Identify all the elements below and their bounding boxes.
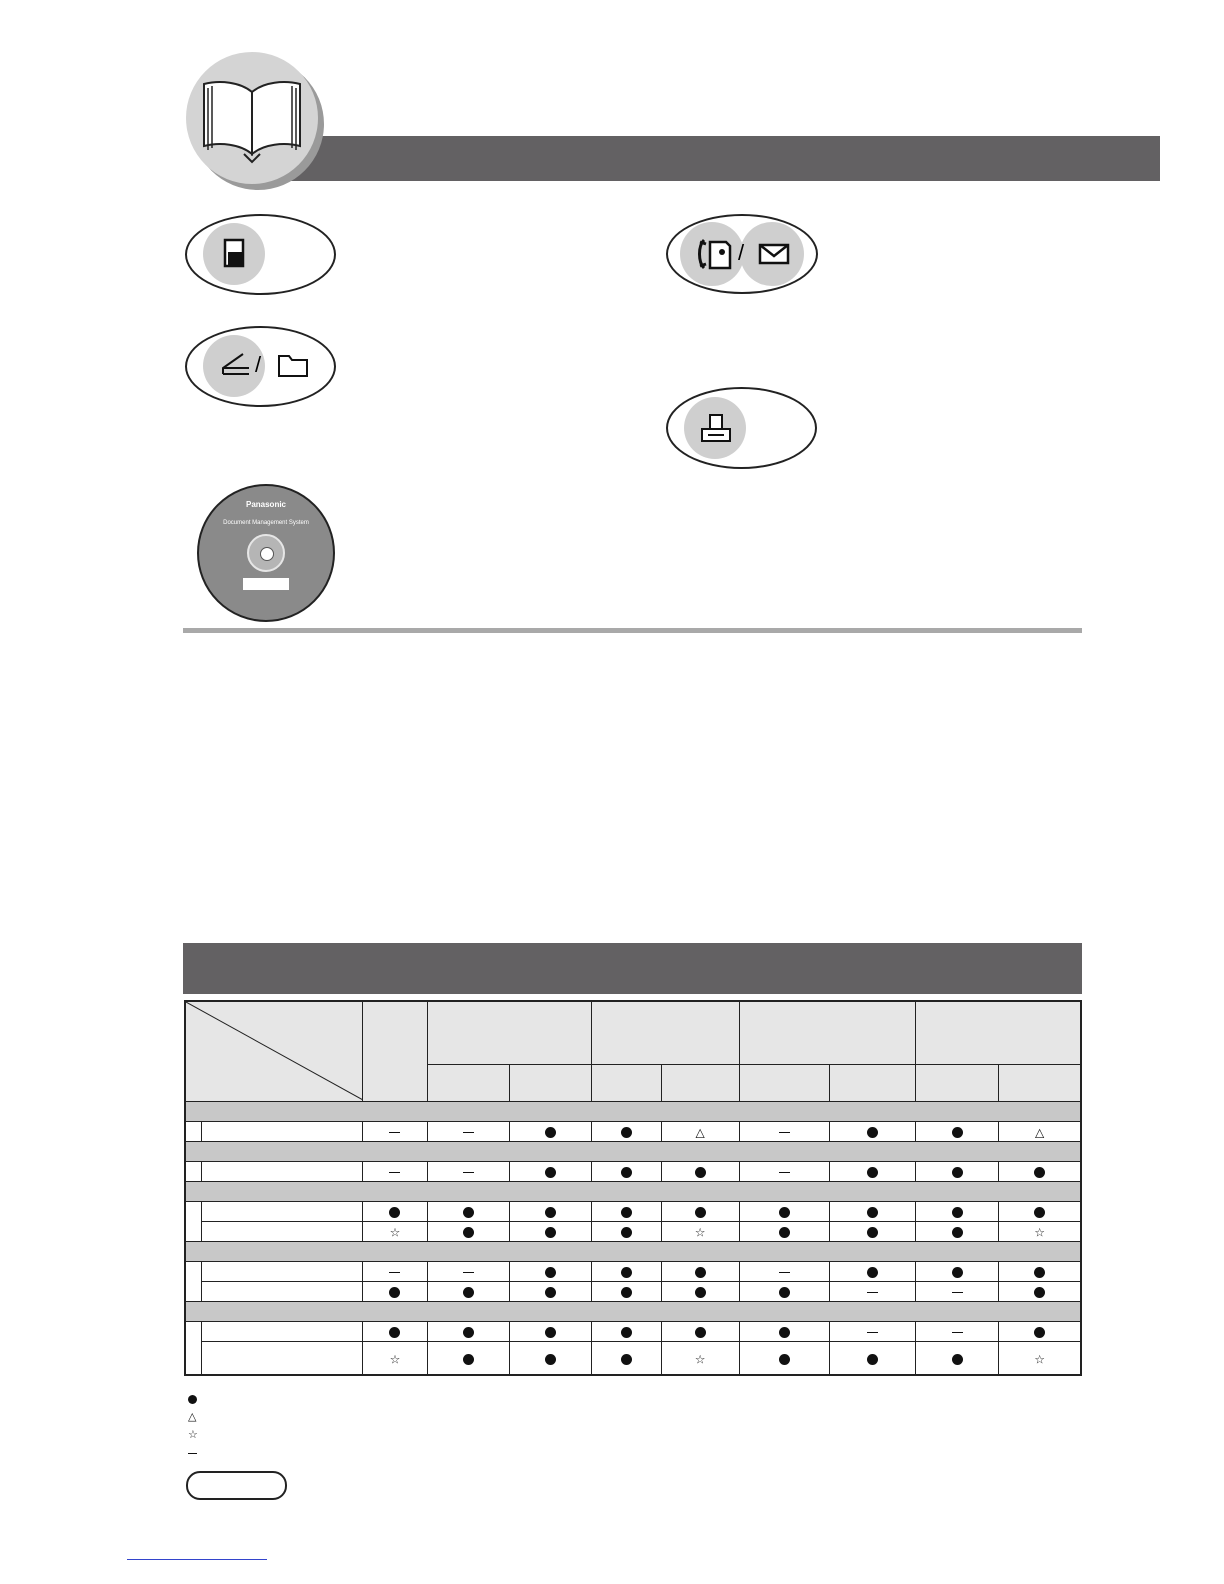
- not-available-dash-icon: [389, 1132, 400, 1133]
- available-dot-icon: [621, 1127, 632, 1138]
- legend-item: [188, 1409, 196, 1425]
- not-available-dash-icon: [779, 1272, 790, 1273]
- table-cell: [428, 1282, 510, 1302]
- table-row-label: [201, 1222, 362, 1242]
- legend-item: [188, 1427, 198, 1443]
- table-cell: [916, 1262, 999, 1282]
- copy-document-icon: [223, 238, 247, 270]
- table-row-indent: [185, 1322, 201, 1376]
- fax-email-separator: /: [738, 240, 745, 265]
- feature-availability-table: [184, 1000, 1082, 1376]
- table-cell: [739, 1202, 829, 1222]
- table-cell: [592, 1342, 661, 1376]
- table-section-row: [185, 1102, 1081, 1122]
- available-dot-icon: [621, 1287, 632, 1298]
- cd-label-box: [243, 578, 289, 590]
- table-row: [185, 1222, 1081, 1242]
- table-cell: [428, 1202, 510, 1222]
- table-cell: [999, 1202, 1081, 1222]
- not-available-dash-icon: [779, 1172, 790, 1173]
- table-cell: [829, 1162, 915, 1182]
- partial-triangle-icon: △: [1035, 1125, 1045, 1140]
- table-section-row: [185, 1302, 1081, 1322]
- fax-icon: [696, 238, 732, 270]
- table-cell: [829, 1322, 915, 1342]
- table-row-label: [201, 1342, 362, 1376]
- table-cell: [829, 1282, 915, 1302]
- table-section-row: [185, 1142, 1081, 1162]
- header-col-group-5: [916, 1001, 1081, 1065]
- table-cell: [510, 1162, 592, 1182]
- available-dot-icon: [952, 1267, 963, 1278]
- table-row: [185, 1202, 1081, 1222]
- available-dot-icon: [545, 1167, 556, 1178]
- optional-star-icon: ☆: [188, 1428, 198, 1441]
- available-dot-icon: [867, 1227, 878, 1238]
- table-cell: [739, 1222, 829, 1242]
- table-row-label: [201, 1122, 362, 1142]
- available-dot-icon: [695, 1287, 706, 1298]
- available-dot-icon: [779, 1287, 790, 1298]
- table-row-label: [201, 1162, 362, 1182]
- table-cell: [739, 1322, 829, 1342]
- available-dot-icon: [952, 1227, 963, 1238]
- table-cell: [999, 1282, 1081, 1302]
- available-dot-icon: [621, 1167, 632, 1178]
- available-dot-icon: [545, 1354, 556, 1365]
- available-dot-icon: [867, 1267, 878, 1278]
- header-col-group-2: [428, 1001, 592, 1065]
- table-cell: [362, 1122, 427, 1142]
- table-cell: [362, 1322, 427, 1342]
- table-cell: [829, 1342, 915, 1376]
- cd-brand: Panasonic: [245, 500, 286, 509]
- table-row-indent: [185, 1162, 201, 1182]
- table-cell: [661, 1122, 739, 1142]
- available-dot-icon: [779, 1354, 790, 1365]
- optional-star-icon: ☆: [389, 1225, 401, 1240]
- table-cell: [916, 1282, 999, 1302]
- table-cell: [592, 1162, 661, 1182]
- table-title-bar: [183, 943, 1082, 994]
- table-row-indent: [185, 1262, 201, 1302]
- available-dot-icon: [779, 1227, 790, 1238]
- not-available-dash-icon: [867, 1292, 878, 1293]
- fax-email-function-badge: [666, 214, 818, 294]
- table-row: [185, 1342, 1081, 1376]
- table-cell: [999, 1322, 1081, 1342]
- table-cell: [592, 1282, 661, 1302]
- available-dot-icon: [695, 1267, 706, 1278]
- not-available-dash-icon: [779, 1132, 790, 1133]
- table-row: [185, 1322, 1081, 1342]
- table-section-row: [185, 1242, 1081, 1262]
- table-section-header: [185, 1142, 1081, 1162]
- available-dot-icon: [545, 1327, 556, 1338]
- table-cell: [362, 1262, 427, 1282]
- table-cell: [592, 1122, 661, 1142]
- available-dot-icon: [621, 1354, 632, 1365]
- section-divider: [183, 628, 1082, 633]
- table-cell: [362, 1222, 427, 1242]
- table-cell: [661, 1162, 739, 1182]
- not-available-dash-icon: [188, 1453, 197, 1454]
- table-row: [185, 1122, 1081, 1142]
- table-cell: [510, 1342, 592, 1376]
- open-book-icon: [200, 74, 304, 164]
- available-dot-icon: [1034, 1267, 1045, 1278]
- table-cell: [362, 1162, 427, 1182]
- available-dot-icon: [545, 1267, 556, 1278]
- table-cell: [916, 1342, 999, 1376]
- header-col-group-4: [739, 1001, 915, 1065]
- available-dot-icon: [695, 1207, 706, 1218]
- header-subcol: [428, 1065, 510, 1102]
- available-dot-icon: [1034, 1167, 1045, 1178]
- table-cell: [999, 1122, 1081, 1142]
- header-book-badge: [186, 52, 318, 184]
- table-cell: [739, 1162, 829, 1182]
- table-cell: [999, 1262, 1081, 1282]
- available-dot-icon: [463, 1327, 474, 1338]
- header-subcol: [661, 1065, 739, 1102]
- table-cell: [739, 1122, 829, 1142]
- optional-star-icon: ☆: [694, 1225, 706, 1240]
- table-cell: [829, 1222, 915, 1242]
- table-cell: [999, 1342, 1081, 1376]
- table-cell: [592, 1262, 661, 1282]
- table-cell: [999, 1222, 1081, 1242]
- table-row: [185, 1262, 1081, 1282]
- available-dot-icon: [545, 1287, 556, 1298]
- optional-star-icon: ☆: [389, 1352, 401, 1367]
- table-row-indent: [185, 1122, 201, 1142]
- header-subcol: [510, 1065, 592, 1102]
- available-dot-icon: [1034, 1327, 1045, 1338]
- header-subcol: [739, 1065, 829, 1102]
- table-row-label: [201, 1282, 362, 1302]
- table-cell: [428, 1162, 510, 1182]
- table-row-label: [201, 1322, 362, 1342]
- table-cell: [661, 1202, 739, 1222]
- optional-star-icon: ☆: [1034, 1225, 1045, 1240]
- available-dot-icon: [695, 1327, 706, 1338]
- table-cell: [739, 1262, 829, 1282]
- table-row-indent: [185, 1202, 201, 1242]
- table-cell: [661, 1342, 739, 1376]
- available-dot-icon: [952, 1167, 963, 1178]
- scanner-icon: [221, 352, 251, 378]
- cd-hole: [247, 534, 285, 572]
- not-available-dash-icon: [463, 1132, 474, 1133]
- table-cell: [661, 1262, 739, 1282]
- header-bar: [260, 136, 1160, 181]
- not-available-dash-icon: [952, 1292, 963, 1293]
- optional-star-icon: ☆: [1034, 1352, 1045, 1367]
- table-cell: [510, 1222, 592, 1242]
- table-row-label: [201, 1262, 362, 1282]
- table-section-header: [185, 1102, 1081, 1122]
- table-cell: [510, 1262, 592, 1282]
- available-dot-icon: [695, 1167, 706, 1178]
- table-cell: [592, 1322, 661, 1342]
- table-cell: [362, 1282, 427, 1302]
- available-dot-icon: [867, 1167, 878, 1178]
- table-cell: [510, 1202, 592, 1222]
- not-available-dash-icon: [389, 1172, 400, 1173]
- table-cell: [428, 1222, 510, 1242]
- table-cell: [916, 1202, 999, 1222]
- table-cell: [829, 1202, 915, 1222]
- available-dot-icon: [463, 1227, 474, 1238]
- available-dot-icon: [389, 1327, 400, 1338]
- table-cell: [739, 1282, 829, 1302]
- table-cell: [592, 1222, 661, 1242]
- table-cell: [362, 1202, 427, 1222]
- table-cell: [916, 1222, 999, 1242]
- table-cell: [428, 1342, 510, 1376]
- available-dot-icon: [621, 1327, 632, 1338]
- optional-star-icon: ☆: [694, 1352, 706, 1367]
- table-cell: [510, 1322, 592, 1342]
- available-dot-icon: [867, 1127, 878, 1138]
- table-section-row: [185, 1182, 1081, 1202]
- table-cell: [428, 1122, 510, 1142]
- header-col-group-3: [592, 1001, 739, 1065]
- header-subcol: [916, 1065, 999, 1102]
- partial-triangle-icon: △: [695, 1125, 705, 1140]
- table-cell: [916, 1162, 999, 1182]
- scan-filing-separator: /: [255, 352, 262, 377]
- available-dot-icon: [621, 1267, 632, 1278]
- available-dot-icon: [952, 1354, 963, 1365]
- available-dot-icon: [545, 1227, 556, 1238]
- legend-item: [188, 1445, 197, 1461]
- available-dot-icon: [1034, 1207, 1045, 1218]
- available-dot-icon: [779, 1207, 790, 1218]
- not-available-dash-icon: [389, 1272, 400, 1273]
- document-management-cd: [197, 484, 335, 622]
- available-dot-icon: [463, 1207, 474, 1218]
- available-dot-icon: [389, 1287, 400, 1298]
- not-available-dash-icon: [867, 1332, 878, 1333]
- available-dot-icon: [779, 1327, 790, 1338]
- table-cell: [362, 1342, 427, 1376]
- table-cell: [661, 1282, 739, 1302]
- available-dot-icon: [463, 1287, 474, 1298]
- header-subcol: [829, 1065, 915, 1102]
- table-cell: [428, 1322, 510, 1342]
- printer-icon: [700, 413, 732, 445]
- scan-filing-function-badge: [185, 326, 336, 407]
- available-dot-icon: [621, 1207, 632, 1218]
- table-corner-cell: [185, 1001, 362, 1102]
- not-available-dash-icon: [463, 1172, 474, 1173]
- available-dot-icon: [1034, 1287, 1045, 1298]
- available-dot-icon: [188, 1395, 197, 1404]
- table-cell: [916, 1122, 999, 1142]
- available-dot-icon: [545, 1127, 556, 1138]
- not-available-dash-icon: [463, 1272, 474, 1273]
- table-section-header: [185, 1302, 1081, 1322]
- partial-triangle-icon: △: [188, 1410, 197, 1423]
- table-row: [185, 1162, 1081, 1182]
- table-cell: [592, 1202, 661, 1222]
- table-cell: [829, 1122, 915, 1142]
- table-row: [185, 1282, 1081, 1302]
- table-section-header: [185, 1182, 1081, 1202]
- table-cell: [428, 1262, 510, 1282]
- table-row-label: [201, 1202, 362, 1222]
- note-box: [186, 1471, 287, 1500]
- available-dot-icon: [952, 1127, 963, 1138]
- envelope-icon: [758, 243, 790, 265]
- header-subcol: [592, 1065, 661, 1102]
- legend-item: [188, 1391, 197, 1407]
- table-cell: [661, 1322, 739, 1342]
- available-dot-icon: [389, 1207, 400, 1218]
- not-available-dash-icon: [952, 1332, 963, 1333]
- header-subcol: [999, 1065, 1081, 1102]
- available-dot-icon: [867, 1207, 878, 1218]
- table-cell: [916, 1322, 999, 1342]
- table-cell: [739, 1342, 829, 1376]
- table-cell: [510, 1122, 592, 1142]
- table-section-header: [185, 1242, 1081, 1262]
- table-cell: [829, 1262, 915, 1282]
- copy-function-badge: [185, 214, 336, 295]
- available-dot-icon: [952, 1207, 963, 1218]
- footer-link-underline[interactable]: [127, 1559, 267, 1560]
- available-dot-icon: [621, 1227, 632, 1238]
- available-dot-icon: [867, 1354, 878, 1365]
- table-cell: [661, 1222, 739, 1242]
- cd-title: Document Management System: [223, 520, 309, 526]
- table-cell: [999, 1162, 1081, 1182]
- folder-icon: [277, 352, 309, 378]
- available-dot-icon: [545, 1207, 556, 1218]
- table-header-row: [185, 1001, 1081, 1065]
- print-function-badge: [666, 387, 817, 469]
- table-cell: [510, 1282, 592, 1302]
- header-col-group-1: [362, 1001, 427, 1102]
- available-dot-icon: [463, 1354, 474, 1365]
